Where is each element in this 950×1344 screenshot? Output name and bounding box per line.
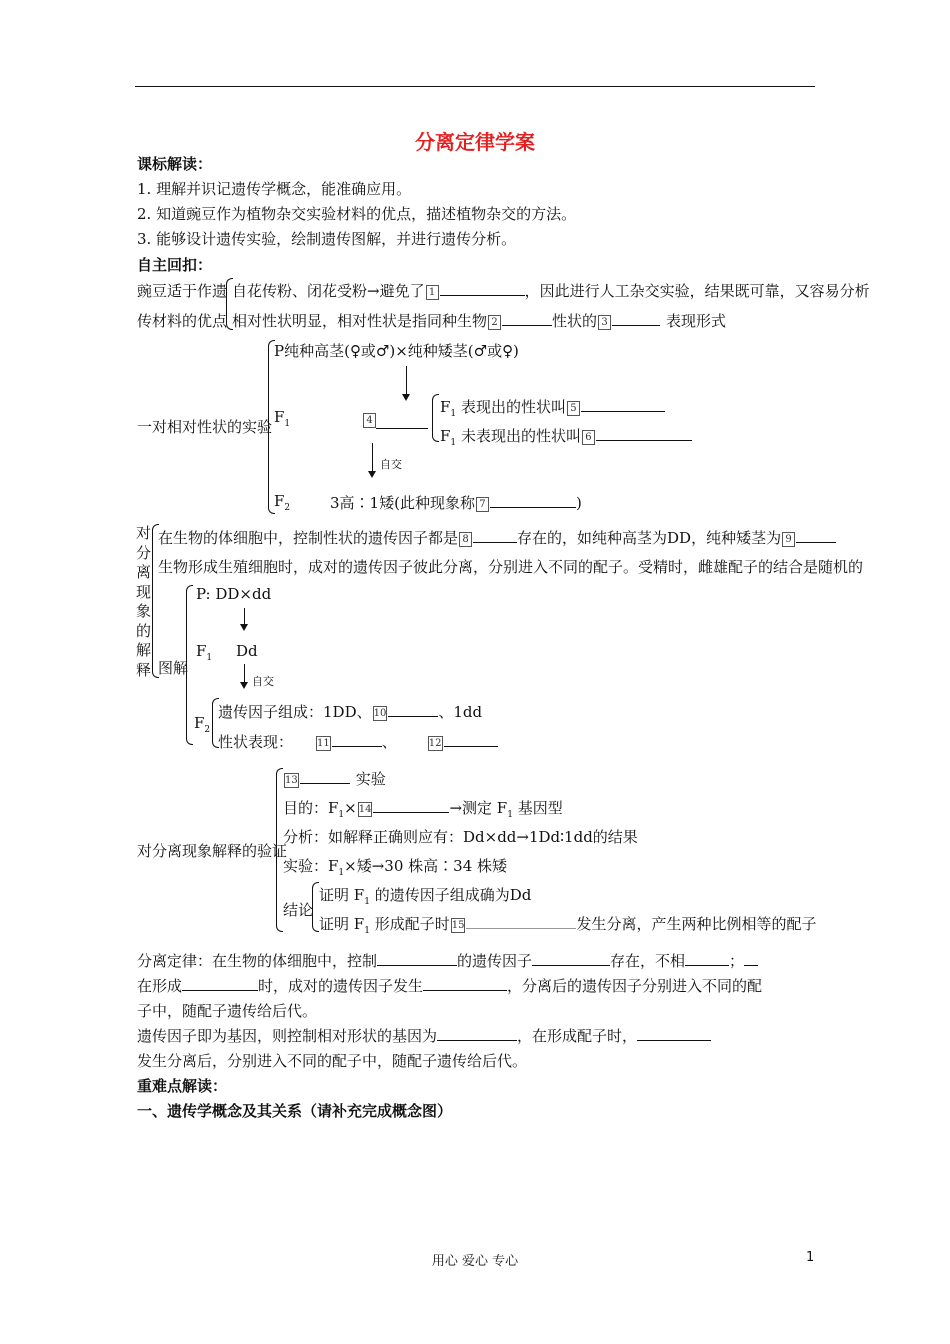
blank-number-box: 14 [358,803,372,815]
f1-dominant: $F_1$ 表现出的性状叫 5 [440,396,665,419]
verify-row4: 实验：$F_1\times$矮→30 株高∶34 株矮 [283,857,508,878]
answer-blank[interactable] [796,528,836,543]
conclusion-2: 证明 $F_1$ 形成配子时 15 发生分离，产生两种比例相等的配子 [319,915,817,936]
answer-blank[interactable] [440,281,525,296]
diagram-f1-label: $F_1$ [196,642,213,663]
conclusion-label: 结论 [283,901,314,919]
law-line3: 子中，随配子遗传给后代。 [137,1002,318,1020]
explanation-line2: 生物形成生殖细胞时，成对的遗传因子彼此分离，分别进入不同的配子。受精时，雌雄配子的结合是随机的 [158,558,864,576]
pea-row1: 自花传粉、闭花受粉→避免了 1 ，因此进行人工杂交实验，结果既可靠，又容易分析 [232,282,870,300]
section-heading-key-points: 重难点解读： [137,1077,228,1095]
answer-blank [376,414,428,429]
pea-label-line1: 豌豆适于作遗 [137,282,228,300]
answer-blank[interactable] [466,914,576,929]
answer-blank[interactable] [423,976,507,991]
blank-number-box: 1 [426,285,439,300]
f1-recessive: $F_1$ 未表现出的性状叫 6 [440,425,692,448]
footer-text: 用心 爱心 专心 [431,1254,519,1269]
diagram-label: 图解 [158,659,189,677]
f1-blank-line[interactable] [376,414,428,433]
blank-number-box: 9 [782,532,795,547]
arrow-shaft [406,366,407,396]
list-item: 1. 理解并识记遗传学概念，能准确应用。 [137,180,412,198]
blank-number-box: 15 [451,919,465,931]
list-item: 2. 知道豌豆作为植物杂交实验材料的优点，描述植物杂交的方法。 [137,205,577,223]
explanation-label: 对 分 离 现 象 的 解 释 [136,524,152,679]
answer-blank[interactable] [377,951,457,966]
list-item: 3. 能够设计遗传实验，绘制遗传图解，并进行遗传分析。 [137,230,517,248]
explanation-line1: 在生物的体细胞中，控制性状的遗传因子都是 8 存在的，如纯种高茎为DD，纯种矮茎为 9 [158,527,836,548]
arrow-shaft [372,443,373,473]
arrow-shaft [244,664,245,684]
arrow-down-icon [240,624,248,631]
law-line5: 发生分离后，分别进入不同的配子中，随配子遗传给后代。 [137,1052,528,1070]
answer-blank[interactable] [685,951,729,966]
header-rule [135,86,815,87]
brace [432,394,439,442]
f1-blank4 [362,410,377,428]
brace [276,768,283,932]
blank-number-box: 2 [488,315,501,330]
answer-blank[interactable] [182,976,258,991]
blank-number-box: 6 [582,430,595,445]
blank-number-box: 10 [373,707,387,719]
diagram-f2-label: $F_2$ [194,714,211,735]
p-cross: P纯种高茎(♀或♂)×纯种矮茎(♂或♀) [274,342,519,360]
answer-blank[interactable] [373,798,449,813]
selfing-label: 自交 [252,675,274,688]
page-title: 分离定律学案 [415,130,535,154]
blank-number-box: 13 [285,774,298,786]
section-heading-curriculum: 课标解读： [137,155,213,173]
blank-number-box: 4 [363,413,376,428]
arrow-down-icon [402,394,410,401]
answer-blank[interactable] [388,702,438,717]
answer-blank[interactable] [332,732,382,747]
verify-row3: 分析：如解释正确则应有：Dd×dd→1Dd∶1dd的结果 [283,828,638,846]
blank-number-box: 8 [459,532,472,547]
answer-blank[interactable] [581,397,665,412]
diagram-p: P: DD×dd [196,585,272,603]
arrow-down-icon [240,682,248,689]
pea-row2: 相对性状明显，相对性状是指同种生物 2 性状的 3 表现形式 [232,312,727,330]
f2-label: $F_2$ [274,492,291,513]
law-line4: 遗传因子即为基因，则控制相对形状的基因为 ，在形成配子时， [137,1025,711,1046]
answer-blank[interactable] [596,426,692,441]
answer-blank[interactable] [300,769,350,784]
answer-blank[interactable] [502,311,552,326]
f2-genotype: 遗传因子组成：1DD、 10 、1dd [218,703,483,721]
blank-number-box: 5 [567,401,580,416]
page-number: 1 [806,1250,815,1265]
experiment-label: 一对相对性状的实验 [137,418,273,436]
f2-ratio: 3高∶1矮(此种现象称 7 ) [330,494,582,512]
law-line1: 分离定律：在生物的体细胞中，控制 的遗传因子 存在，不相 ； [137,950,758,971]
arrow-down-icon [368,471,376,478]
diagram-f1: Dd [236,642,258,660]
f2-phenotype: 性状表现： 11 、 12 [218,731,498,752]
answer-blank[interactable] [473,528,517,543]
verify-row2: 目的：$F_1\times 14$ →测定 $F_1$ 基因型 [283,799,563,820]
answer-blank[interactable] [612,311,660,326]
blank-number-box: 12 [428,737,442,749]
selfing-label: 自交 [380,458,402,471]
subsection-heading: 一、遗传学概念及其关系（请补充完成概念图） [137,1102,453,1120]
conclusion-1: 证明 $F_1$ 的遗传因子组成确为Dd [319,886,532,907]
answer-blank[interactable] [444,732,498,747]
pea-label-line2: 传材料的优点 [137,312,228,330]
answer-blank[interactable] [637,1026,711,1041]
answer-blank[interactable] [437,1026,517,1041]
blank-number-box: 3 [598,315,611,330]
answer-blank[interactable] [490,493,576,508]
blank-number-box: 11 [317,737,330,749]
answer-blank[interactable] [744,951,758,966]
verify-row1: 13 实验 [285,770,386,788]
answer-blank[interactable] [532,951,610,966]
verification-label: 对分离现象解释的验证 [137,842,288,860]
blank-number-box: 7 [476,497,489,512]
law-line2: 在形成 时，成对的遗传因子发生 ，分离后的遗传因子分别进入不同的配 [137,977,763,995]
brace [312,882,319,932]
f1-label: $F_1$ [274,408,291,429]
section-heading-review: 自主回扣： [137,256,213,274]
